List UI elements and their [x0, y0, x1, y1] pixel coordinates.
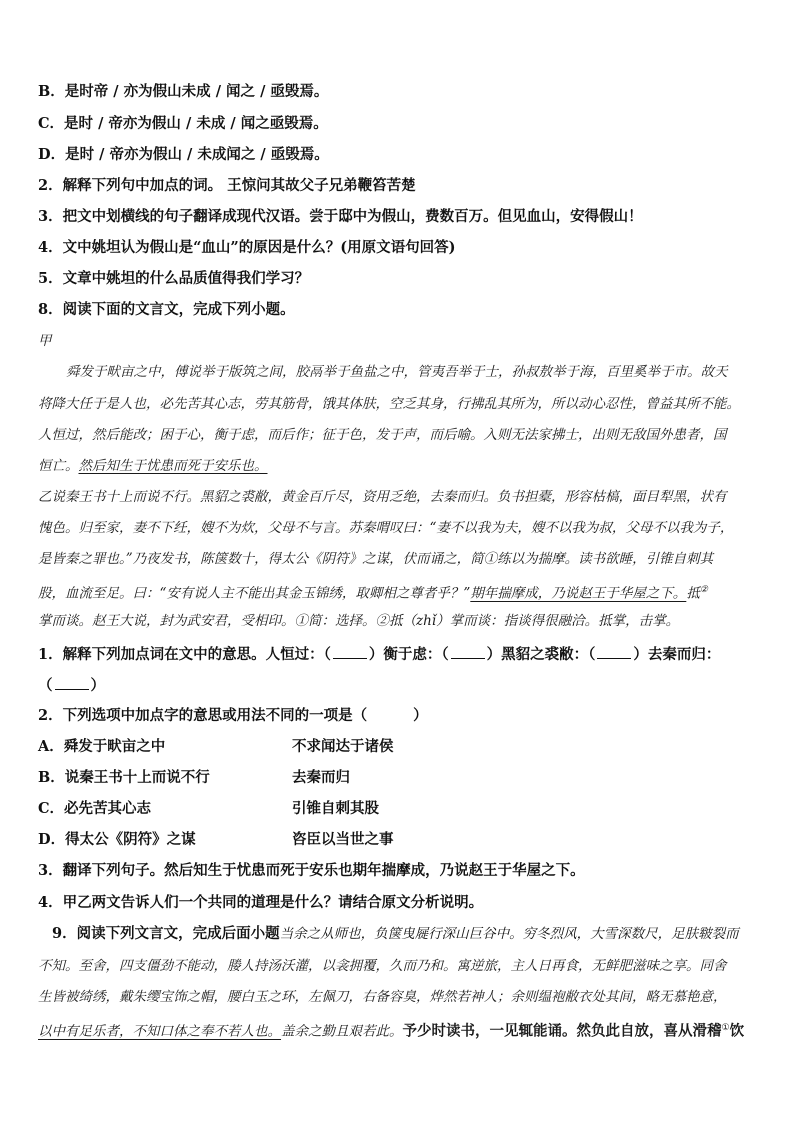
q1-part-e-close: ）	[90, 677, 105, 694]
q1-part-a: 1．解释下列加点词在文中的意思。人恒过：（	[38, 646, 331, 663]
q9-passage-mid: 盖余之勤且艰若此。	[281, 1023, 403, 1040]
answer-blank-3[interactable]	[597, 644, 631, 659]
jia-underlined-sentence: 然后知生于忧患而死于安乐也。	[78, 458, 268, 474]
yi-text-line-4-start: 股，血流至足。曰：“安有说人主不能出其金玉锦绣，取卿相之尊者乎？”	[38, 585, 471, 602]
question-1-line	[38, 644, 768, 665]
q2-option-b-left: B．说秦王书十上而说不行	[38, 769, 210, 786]
yi-text-line-3: 是皆秦之罪也。”乃夜发书，陈箧数十，得太公《阴符》之谋，伏而诵之，简①练以为揣摩。读书欲睡，引锥自刺其	[38, 551, 714, 567]
q2-stem-close: ）	[413, 707, 428, 724]
q9-passage-line-2: 不知。至舍，四支僵劲不能动，媵人持汤沃灌，以衾拥覆，久而乃和。寓逆旅，主人日再食，无鲜肥滋味之享。同舍	[38, 958, 727, 974]
q2-option-c-left: C．必先苦其心志	[38, 800, 152, 817]
option-b-line: B．是时帝 / 亦为假山未成 / 闻之 / 亟毁焉。	[38, 83, 329, 100]
question-5-line: 5．文章中姚坦的什么品质值得我们学习？	[38, 270, 310, 287]
q2-option-d	[38, 830, 768, 850]
q9-passage-print: 予少时读书，一见辄能诵。然负此自放，喜从滑稽	[402, 1022, 722, 1040]
question-4-shared-lesson-line: 4．甲乙两文告诉人们一个共同的道理是什么？请结合原文分析说明。	[38, 894, 484, 911]
q2-option-a-right: 不求闻达于诸侯	[292, 738, 394, 755]
jia-text-line-3: 人恒过，然后能改；困于心，衡于虑，而后作；征于色，发于声，而后喻。入则无法家拂士，出则无敌国外患者，国	[38, 427, 727, 443]
footnote-2-marker: ②	[699, 585, 708, 595]
jia-text-line-4-start: 恒亡。	[38, 458, 79, 474]
jia-text-line-1: 舜发于畎亩之中，傅说举于版筑之间，胶鬲举于鱼盐之中，管夷吾举于士，孙叔敖举于海，百里奚举于市。故天	[66, 364, 728, 380]
question-3-translate-line: 3．翻译下列句子。然后知生于忧患而死于安乐也期年揣摩成，乃说赵王于华屋之下。	[38, 862, 585, 879]
q9-passage-end: 饮	[729, 1022, 745, 1040]
question-2-stem	[38, 706, 768, 726]
yi-underlined-sentence: 期年揣摩成，乃说赵王于华屋之下。	[470, 585, 687, 602]
question-1-line-2	[38, 675, 768, 696]
q2-option-b	[38, 768, 768, 788]
yi-text-line-4-end: 抵	[686, 585, 700, 602]
question-8-line: 8．阅读下面的文言文，完成下列小题。	[38, 301, 295, 318]
option-d-line: D．是时 / 帝亦为假山 / 未成闻之 / 亟毁焉。	[38, 146, 329, 163]
q2-option-d-left: D．得太公《阴符》之谋	[38, 831, 196, 848]
q2-stem-text: 2．下列选项中加点字的意思或用法不同的一项是（	[38, 707, 368, 724]
yi-text-line-1: 乙说秦王书十上而说不行。黑貂之裘敝，黄金百斤尽，资用乏绝，去秦而归。负书担橐，形容枯槁，面目犁黑，状有	[38, 489, 727, 505]
answer-blank-4[interactable]	[55, 675, 89, 690]
question-4-line: 4．文中姚坦认为假山是“血山”的原因是什么？(用原文语句回答)	[38, 239, 456, 256]
q2-option-a-left: A．舜发于畎亩之中	[38, 738, 166, 755]
question-9-line-1	[52, 924, 782, 944]
q2-option-a	[38, 737, 768, 757]
q2-option-c-right: 引锥自刺其股	[292, 800, 379, 817]
jia-text-line-4	[38, 456, 758, 476]
q1-part-e-open: （	[38, 677, 53, 694]
q9-passage-line-3: 生皆被绮绣，戴朱缨宝饰之帽，腰白玉之环，左佩刀，右备容臭，烨然若神人；余则缊袍敝衣处其间，略无慕艳意，	[38, 989, 727, 1005]
q2-option-c	[38, 799, 768, 819]
q9-passage-line-4	[38, 1018, 778, 1042]
answer-blank-2[interactable]	[451, 644, 485, 659]
jia-label: 甲	[38, 333, 52, 349]
yi-text-line-4	[38, 580, 758, 604]
yi-text-line-2: 愧色。归至家，妻不下纴，嫂不为炊，父母不与言。苏秦喟叹曰：“妻不以我为夫，嫂不以我为叔，父母不以我为子，	[38, 520, 734, 536]
answer-blank-1[interactable]	[333, 644, 367, 659]
q9-underlined-sentence: 以中有足乐者，不知口体之奉不若人也。	[38, 1023, 281, 1040]
q2-option-d-right: 咨臣以当世之事	[292, 831, 394, 848]
q1-part-b: ）衡于虑：（	[368, 646, 449, 663]
question-3-line: 3．把文中划横线的句子翻译成现代汉语。尝于邸中为假山，费数百万。但见血山，安得假山！	[38, 208, 643, 225]
q2-option-b-right: 去秦而归	[292, 769, 350, 786]
option-c-line: C．是时 / 帝亦为假山 / 未成 / 闻之亟毁焉。	[38, 115, 328, 132]
q1-part-c: ）黑貂之裘敝：（	[486, 646, 596, 663]
q1-part-d: ）去秦而归：	[633, 646, 721, 663]
question-2-line: 2．解释下列句中加点的词。 王惊问其故父子兄弟鞭笞苦楚	[38, 177, 416, 194]
jia-text-line-2: 将降大任于是人也，必先苦其心志，劳其筋骨，饿其体肤，空乏其身，行拂乱其所为，所以动心忍性，曾益其所不能。	[38, 396, 740, 412]
q9-prompt: 9．阅读下列文言文，完成后面小题	[52, 925, 280, 942]
footnote-1-marker: ①	[721, 1023, 730, 1033]
yi-text-line-5: 掌而谈。赵王大说，封为武安君，受相印。①简：选择。②抵（zhǐ）掌而谈：指谈得很融洽。抵掌，击掌。	[38, 613, 680, 629]
q9-passage-start: 当余之从师也，负箧曳屣行深山巨谷中。穷冬烈风，大雪深数尺，足肤皲裂而	[279, 926, 739, 942]
